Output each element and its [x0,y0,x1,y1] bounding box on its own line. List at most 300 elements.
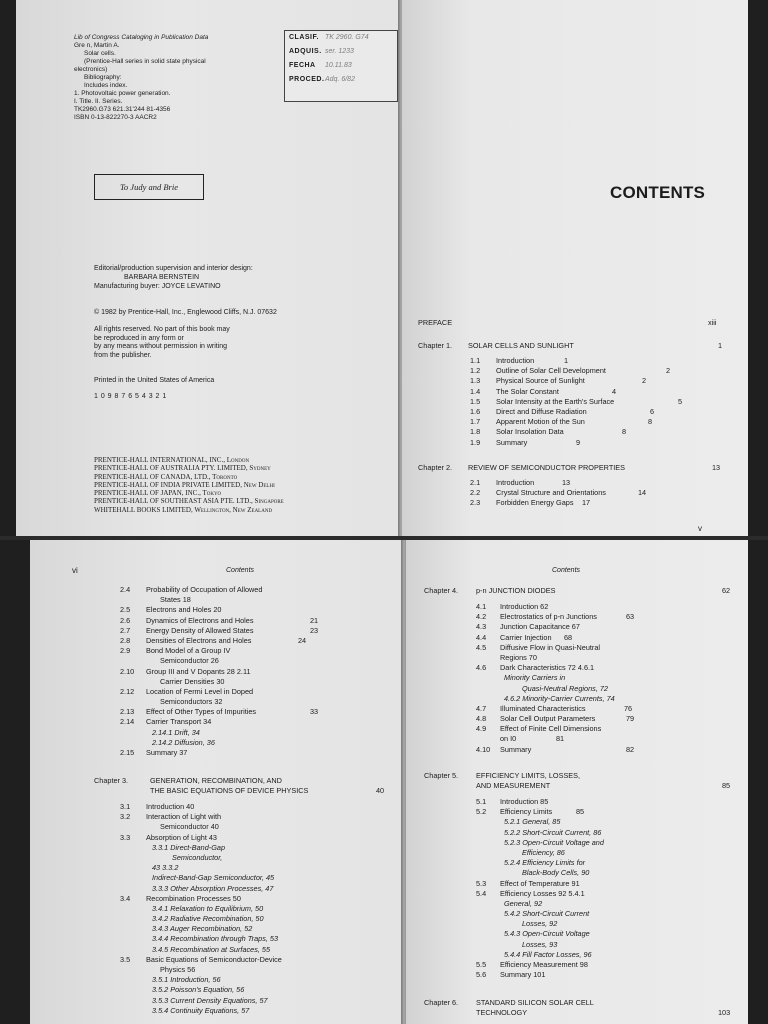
stamp-row [285,31,397,45]
chapter-6-heading [424,998,736,1018]
toc-entry [120,802,390,812]
chapter-1-heading [418,341,730,351]
toc-entry [476,838,736,848]
section-page: 21 [310,615,319,625]
chapter-title: AND MEASUREMENT [476,781,551,791]
toc-entry [120,717,390,727]
section-title: Efficiency, 86 [522,847,565,857]
section-title: Interaction of Light with [146,812,222,822]
stamp-row [285,59,397,73]
publisher-list [94,456,394,514]
chapter-label: Chapter 3. [94,776,129,785]
chapter-label: Chapter 2. [418,463,453,472]
section-number: 2.9 [120,646,131,656]
toc-entry [476,673,736,683]
chapter-2-sections-cont [120,585,390,758]
section-title: 3.3.1 Direct-Band-Gap [152,842,226,852]
cip-lines [74,42,264,122]
section-title: Dark Characteristics 72 4.6.1 [500,663,595,673]
toc-entry [476,817,736,827]
section-title: Efficiency Losses 92 5.4.1 [500,888,585,898]
section-number: 4.6 [476,663,487,673]
stamp-label: FECHA [289,62,316,69]
section-number: 2.6 [120,615,131,625]
chapter-page: 85 [722,781,731,791]
section-title: Semiconductor 26 [160,656,219,666]
cip-line: (Prentice-Hall series in solid state physical [84,58,206,65]
running-head: Contents [226,567,255,574]
preface-page: xiii [708,318,717,327]
toc-entry [470,376,740,386]
chapter-title: THE BASIC EQUATIONS OF DEVICE PHYSICS [150,786,309,796]
section-title: Group III and V Dopants 28 2.11 [146,666,251,676]
section-page: 6 [650,406,655,416]
section-title: Efficiency Measurement 98 [500,960,588,969]
toc-entry [470,387,740,397]
chapter-page: 62 [722,586,731,595]
section-title: 3.5.4 Continuity Equations, 57 [152,1005,250,1015]
section-title: Carrier Transport 34 [146,717,212,727]
section-number: 2.3 [470,498,481,508]
section-number: 3.4 [120,893,131,903]
cip-line: Includes index. [84,82,128,89]
toc-entry [476,797,736,807]
toc-entry [476,643,736,653]
section-title: 5.2.1 General, 85 [504,817,561,827]
section-title: 3.4.2 Radiative Recombination, 50 [152,914,264,924]
section-page: 81 [556,734,565,744]
toc-entry [476,684,736,694]
section-number: 5.4 [476,888,487,898]
toc-entry [120,595,390,605]
section-title: Introduction 62 [500,602,549,611]
toc-entry [476,950,736,960]
stamp-value: ser. 1233 [325,48,354,55]
section-title: Effect of Other Types of Impurities [146,707,257,717]
toc-entry [120,667,390,677]
section-number: 4.5 [476,642,487,652]
section-number: 2.8 [120,635,131,645]
section-number: 2.12 [120,686,135,696]
chapter-title: TECHNOLOGY [476,1008,528,1018]
section-number: 1.1 [470,356,481,365]
toc-entry [476,807,736,817]
toc-entry [476,653,736,663]
toc-entry [120,955,390,965]
section-page: 5 [678,396,683,406]
cip-line: I. Title. II. Series. [74,98,123,105]
section-title: Crystal Structure and Orientations [496,488,606,498]
section-page: 85 [576,807,585,817]
section-title: Solar Insolation Data [496,427,564,437]
toc-entry [120,945,390,955]
section-title: Bond Model of a Group IV [146,646,231,656]
toc-entry [470,397,740,407]
chapter-label: Chapter 5. [424,771,459,780]
section-title: Semiconductor, [172,852,223,862]
page-number: v [698,524,702,533]
section-title: States 18 [160,595,191,605]
chapter-title: GENERATION, RECOMBINATION, AND [150,776,282,785]
publisher-line: WHITEHALL BOOKS LIMITED, Wellington, New Zealand [94,505,273,514]
section-number: 2.2 [470,488,481,498]
section-number: 1.9 [470,437,481,447]
cip-line: electronics) [74,66,108,73]
toc-entry [120,728,390,738]
section-title: 3.4.3 Auger Recombination, 52 [152,924,253,934]
section-title: Effect of Finite Cell Dimensions [500,724,602,734]
section-title: Introduction 40 [146,802,195,811]
chapter-label: Chapter 6. [424,998,459,1007]
section-title: Direct and Diffuse Radiation [496,406,587,416]
section-title: Efficiency Limits [500,807,553,817]
toc-entry [120,687,390,697]
toc-entry [470,366,740,376]
section-title: 5.4.3 Open-Circuit Voltage [504,929,590,939]
section-title: Physics 56 [160,965,196,974]
section-page: 13 [562,478,571,487]
section-number: 4.7 [476,703,487,713]
toc-entry [120,843,390,853]
toc-entry [476,633,736,643]
chapter-page: 103 [718,1008,731,1018]
section-number: 1.7 [470,417,481,427]
section-number: 4.10 [476,744,491,754]
section-title: 5.4.2 Short-Circuit Current [504,909,590,919]
section-title: 3.5.3 Current Density Equations, 57 [152,995,268,1005]
publisher-line: PRENTICE-HALL OF INDIA PRIVATE LIMITED, New Delhi [94,480,275,489]
toc-entry [120,585,390,595]
toc-entry [470,356,740,366]
copyright-page [16,0,399,536]
stamp-row [285,45,397,59]
section-number: 2.15 [120,748,135,757]
toc-entry [476,663,736,673]
toc-entry [476,970,736,980]
section-page: 68 [564,632,573,642]
bottom-spread [0,540,768,1024]
section-page: 24 [298,635,307,645]
section-number: 2.13 [120,707,135,717]
toc-entry [470,438,740,448]
toc-entry [120,605,390,615]
chapter-5-heading [424,771,736,791]
section-number: 2.1 [470,478,481,487]
chapter-title: REVIEW OF SEMICONDUCTOR PROPERTIES [468,463,626,472]
section-number: 1.8 [470,427,481,437]
section-title: 2.14.2 Diffusion, 36 [152,737,215,747]
stamp-row [285,73,397,87]
section-page: 8 [622,427,627,437]
section-number: 5.2 [476,807,487,817]
rights-statement [94,326,354,360]
chapter-title: SOLAR CELLS AND SUNLIGHT [468,341,574,350]
printed-in: Printed in the United States of America [94,377,215,384]
toc-entry [476,899,736,909]
running-head: Contents [552,567,581,574]
section-number: 5.6 [476,970,487,980]
cip-line: Bibliography: [84,74,122,81]
section-title: Location of Fermi Level in Doped [146,686,254,696]
section-number: 1.6 [470,406,481,416]
chapter-2-heading [418,463,730,473]
publisher-line: PRENTICE-HALL OF JAPAN, INC., Tokyo [94,489,222,498]
section-page: 4 [612,386,617,396]
section-number: 5.5 [476,960,487,969]
toc-entry [120,975,390,985]
toc-entry [476,622,736,632]
stamp-label: ADQUIS. [289,48,322,55]
section-page: 79 [626,714,635,724]
section-title: Black-Body Cells, 90 [522,868,590,878]
chapter-4-sections [476,602,736,755]
toc-entry [476,909,736,919]
contents-page-vi [30,540,402,1024]
section-number: 3.2 [120,812,131,822]
cip-line: 1. Photovoltaic power generation. [74,90,171,97]
section-title: 2.14.1 Drift, 34 [152,727,200,737]
toc-entry [470,417,740,427]
section-title: General, 92 [504,898,543,908]
section-number: 3.3 [120,832,131,842]
rights-line: be reproduced in any form or [94,334,184,342]
section-title: Introduction [496,356,535,365]
production-credits [94,264,384,291]
toc-entry [120,697,390,707]
toc-entry [120,626,390,636]
section-title: Summary [496,437,528,447]
toc-entry [476,919,736,929]
chapter-title: p-n JUNCTION DIODES [476,586,556,595]
toc-entry [120,656,390,666]
section-number: 2.4 [120,585,131,594]
section-title: Summary 37 [146,748,188,757]
section-title: Diffusive Flow in Quasi-Neutral [500,642,601,652]
preface-label: PREFACE [418,318,453,327]
print-line: 1 0 9 8 7 6 5 4 3 2 1 [94,393,167,400]
preface-row [418,318,730,328]
section-title: Dynamics of Electrons and Holes [146,615,254,625]
section-title: 5.2.4 Efficiency Limits for [504,858,586,868]
section-title: Illuminated Characteristics [500,703,586,713]
section-title: 3.5.2 Poisson's Equation, 56 [152,985,245,995]
section-title: Solar Cell Output Parameters [500,714,596,724]
toc-entry [120,636,390,646]
section-title: 4.6.2 Minority-Carrier Currents, 74 [504,693,615,703]
rights-line: from the publisher. [94,351,152,359]
section-title: 3.3.3 Other Absorption Processes, 47 [152,883,274,893]
toc-entry [476,858,736,868]
section-title: Quasi-Neutral Regions, 72 [522,683,608,693]
stamp-value: Adq. 6/82 [325,76,355,83]
section-page: 76 [624,703,633,713]
section-title: Outline of Solar Cell Development [496,366,606,376]
section-number: 2.7 [120,625,131,635]
chapter-4-heading [424,586,736,596]
toc-entry [470,488,740,498]
section-page: 8 [648,417,653,427]
dedication: To Judy and Brie [94,174,204,200]
toc-entry [476,745,736,755]
toc-entry [120,894,390,904]
chapter-page: 40 [376,786,385,796]
chapter-5-sections [476,797,736,980]
section-number: 4.1 [476,602,487,611]
toc-entry [120,863,390,873]
toc-entry [120,833,390,843]
section-title: on I0 [500,734,517,744]
section-title: Losses, 92 [522,919,558,929]
section-page: 14 [638,488,647,498]
toc-entry [470,427,740,437]
section-number: 4.4 [476,632,487,642]
toc-entry [120,616,390,626]
section-title: 5.4.4 Fill Factor Losses, 96 [504,949,592,959]
section-title: Semiconductor 40 [160,822,219,832]
toc-entry [120,707,390,717]
section-title: Junction Capacitance 67 [500,622,580,632]
toc-entry [470,498,740,508]
toc-entry [120,884,390,894]
page-number: vi [72,566,78,575]
toc-entry [476,929,736,939]
section-title: Apparent Motion of the Sun [496,417,585,427]
stamp-value: 10.11.83 [325,62,352,69]
stamp-value: TK 2960. G74 [325,34,369,41]
section-page: 9 [576,437,581,447]
chapter-title: EFFICIENCY LIMITS, LOSSES, [476,771,581,780]
section-title: Forbidden Energy Gaps [496,498,574,508]
section-number: 4.9 [476,724,487,734]
section-title: Summary 101 [500,970,546,980]
toc-entry [476,879,736,889]
chapter-2-sections [470,478,740,509]
section-number: 4.2 [476,612,487,622]
library-stamp [284,30,398,102]
toc-entry [120,812,390,822]
section-title: Recombination Processes 50 [146,893,241,903]
toc-entry [476,724,736,734]
toc-entry [476,828,736,838]
cip-line: Solar cells. [84,50,116,57]
stamp-label: PROCED. [289,76,325,83]
toc-entry [120,924,390,934]
toc-entry [120,853,390,863]
section-page: 2 [666,366,671,376]
section-title: The Solar Constant [496,386,559,396]
section-number: 5.3 [476,878,487,888]
section-title: Energy Density of Allowed States [146,625,254,635]
section-title: Densities of Electrons and Holes [146,635,252,645]
toc-entry [120,985,390,995]
cip-heading: Lib of Congress Cataloging in Publication Data [74,34,209,41]
cip-line: ISBN 0-13-822270-3 AACR2 [74,114,157,121]
publisher-line: PRENTICE-HALL OF SOUTHEAST ASIA PTE. LTD., Singapore [94,497,284,506]
section-title: Regions 70 [500,652,537,662]
toc-entry [120,738,390,748]
section-title: 43 3.3.2 [152,863,179,873]
section-number: 1.2 [470,366,481,376]
toc-entry [476,602,736,612]
rights-line: by any means without permission in writing [94,343,228,350]
toc-entry [476,734,736,744]
section-title: 5.2.2 Short-Circuit Current, 86 [504,827,602,837]
section-title: Summary [500,744,532,754]
toc-entry [476,612,736,622]
section-title: 3.4.5 Recombination at Surfaces, 55 [152,944,271,954]
cip-block [74,34,264,122]
toc-entry [476,960,736,970]
toc-entry [120,822,390,832]
section-number: 3.5 [120,954,131,964]
toc-entry [476,714,736,724]
section-number: 2.10 [120,666,135,676]
cip-line: Gre n, Martin A. [74,42,120,49]
toc-entry [120,965,390,975]
chapter-page: 13 [712,463,721,472]
chapter-title: STANDARD SILICON SOLAR CELL [476,998,594,1007]
section-title: Absorption of Light 43 [146,832,217,842]
chapter-3-sections [120,802,390,1016]
section-number: 3.1 [120,802,131,811]
section-page: 82 [626,744,635,754]
toc-entry [120,996,390,1006]
section-page: 17 [582,498,591,508]
section-title: Electrons and Holes 20 [146,605,222,615]
section-number: 4.3 [476,622,487,632]
section-number: 1.5 [470,396,481,406]
chapter-label: Chapter 4. [424,586,459,595]
section-title: Losses, 93 [522,939,558,949]
production-line: Manufacturing buyer: JOYCE LEVATINO [94,283,221,290]
section-page: 33 [310,707,319,717]
section-title: 5.2.3 Open-Circuit Voltage and [504,837,604,847]
section-title: Effect of Temperature 91 [500,878,580,888]
toc-entry [476,940,736,950]
section-page: 63 [626,612,635,622]
section-number: 4.8 [476,714,487,724]
production-line: Editorial/production supervision and interior design: [94,265,253,272]
section-number: 2.14 [120,717,135,727]
section-page: 2 [642,376,647,386]
contents-page-v [402,0,748,536]
section-page: 23 [310,625,319,635]
toc-entry [476,848,736,858]
section-title: Carrier Injection [500,632,552,642]
section-number: 1.4 [470,386,481,396]
section-title: Solar Intensity at the Earth's Surface [496,396,615,406]
production-line: BARBARA BERNSTEIN [124,274,200,281]
stamp-label: CLASIF. [289,34,319,41]
section-title: Basic Equations of Semiconductor-Device [146,954,282,964]
publisher-line: PRENTICE-HALL INTERNATIONAL, INC., London [94,456,250,464]
copyright-line: © 1982 by Prentice-Hall, Inc., Englewood Cliffs, N.J. 07632 [94,309,277,316]
toc-entry [476,889,736,899]
section-title: Indirect-Band-Gap Semiconductor, 45 [152,873,275,883]
toc-entry [120,904,390,914]
cip-line: TK2960.G73 621.31'244 81-4356 [74,106,171,113]
chapter-page: 1 [718,341,723,350]
section-title: Carrier Densities 30 [160,676,225,686]
section-title: Electrostatics of p-n Junctions [500,612,597,622]
toc-entry [476,868,736,878]
toc-entry [120,677,390,687]
chapter-3-heading [94,776,394,796]
section-title: Semiconductors 32 [160,697,223,707]
section-title: Introduction [496,478,535,487]
section-title: Physical Source of Sunlight [496,376,585,386]
toc-entry [470,407,740,417]
